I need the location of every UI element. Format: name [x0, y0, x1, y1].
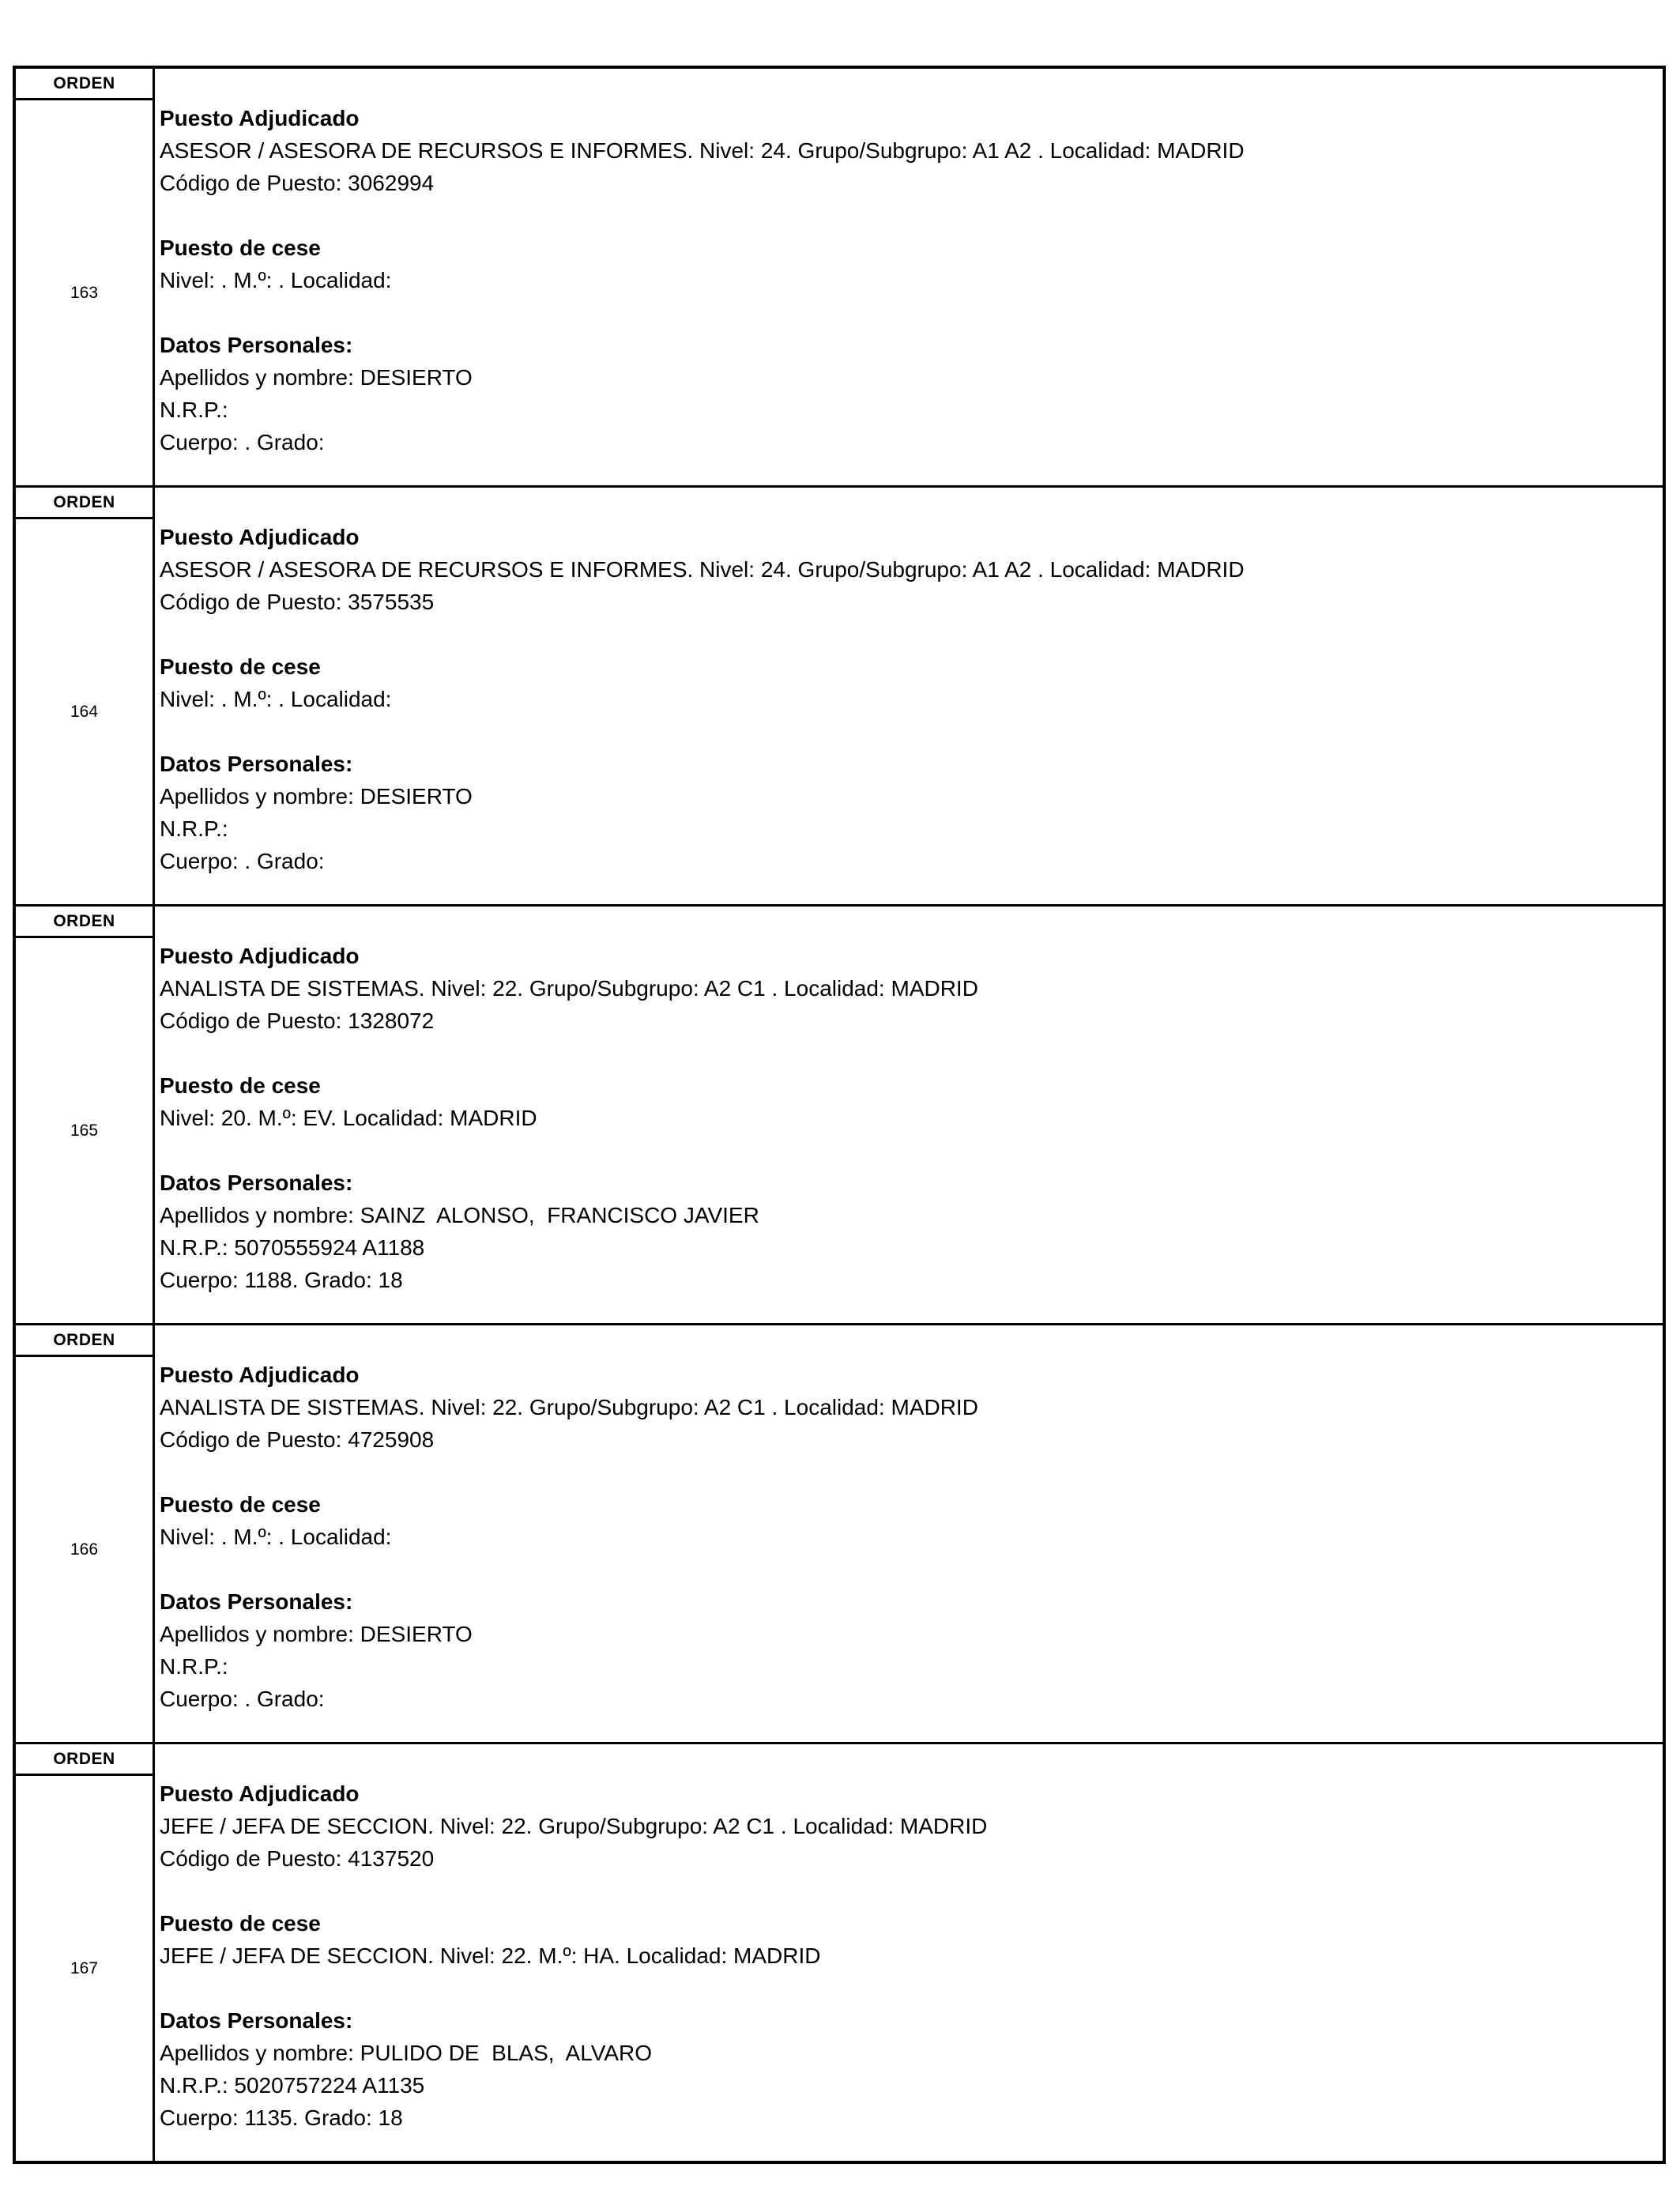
record-details: [155, 69, 1663, 485]
record-details: [155, 1325, 1663, 1742]
puesto-cese-text: Nivel: 20. M.º: EV. Localidad: MADRID: [160, 1106, 537, 1130]
cuerpo-grado: Cuerpo: 1135. Grado: 18: [160, 2105, 403, 2130]
puesto-cese-text: Nivel: . M.º: . Localidad:: [160, 268, 392, 292]
record-details: [155, 1744, 1663, 2161]
nrp: N.R.P.: 5020757224 A1135: [160, 2073, 425, 2098]
puesto-cese-heading: Puesto de cese: [160, 236, 321, 260]
nrp: N.R.P.:: [160, 398, 228, 422]
nrp: N.R.P.:: [160, 816, 228, 841]
puesto-adjudicado-text: ANALISTA DE SISTEMAS. Nivel: 22. Grupo/Subgrupo: A2 C1 . Localidad: MADRID: [160, 1395, 978, 1419]
puesto-adjudicado-heading: Puesto Adjudicado: [160, 1363, 360, 1387]
puesto-adjudicado-heading: Puesto Adjudicado: [160, 525, 360, 549]
cuerpo-grado: Cuerpo: . Grado:: [160, 1687, 325, 1711]
puesto-adjudicado-heading: Puesto Adjudicado: [160, 1781, 360, 1806]
puesto-adjudicado-text: ASESOR / ASESORA DE RECURSOS E INFORMES. Nivel: 24. Grupo/Subgrupo: A1 A2 . Localidad: MADRID: [160, 557, 1245, 582]
codigo-puesto: Código de Puesto: 3575535: [160, 590, 435, 614]
puesto-adjudicado-text: JEFE / JEFA DE SECCION. Nivel: 22. Grupo/Subgrupo: A2 C1 . Localidad: MADRID: [160, 1814, 988, 1838]
orden-number: 163: [70, 283, 99, 302]
puesto-cese-text: Nivel: . M.º: . Localidad:: [160, 1525, 392, 1549]
record-row: [16, 69, 1663, 485]
orden-column: [16, 1325, 155, 1742]
orden-column: [16, 907, 155, 1323]
apellidos-nombre: Apellidos y nombre: SAINZ ALONSO, FRANCISCO JAVIER: [160, 1203, 759, 1227]
nrp: N.R.P.: 5070555924 A1188: [160, 1235, 425, 1260]
orden-number: 166: [70, 1540, 99, 1559]
cuerpo-grado: Cuerpo: . Grado:: [160, 849, 325, 873]
orden-header: ORDEN: [16, 1744, 153, 1776]
nrp: N.R.P.:: [160, 1654, 228, 1679]
orden-header: ORDEN: [16, 69, 153, 100]
record-row: [16, 1742, 1663, 2161]
puesto-cese-heading: Puesto de cese: [160, 654, 321, 679]
orden-number: 164: [70, 702, 99, 721]
orden-number: 167: [70, 1958, 99, 1977]
orden-column: [16, 69, 155, 485]
codigo-puesto: Código de Puesto: 4137520: [160, 1846, 435, 1871]
orden-header: ORDEN: [16, 1325, 153, 1357]
puesto-cese-heading: Puesto de cese: [160, 1073, 321, 1098]
puesto-adjudicado-text: ANALISTA DE SISTEMAS. Nivel: 22. Grupo/Subgrupo: A2 C1 . Localidad: MADRID: [160, 976, 978, 1001]
orden-column: [16, 1744, 155, 2161]
orden-header: ORDEN: [16, 488, 153, 519]
apellidos-nombre: Apellidos y nombre: DESIERTO: [160, 784, 473, 809]
orden-column: [16, 488, 155, 904]
codigo-puesto: Código de Puesto: 1328072: [160, 1008, 435, 1033]
orden-header: ORDEN: [16, 907, 153, 938]
record-row: [16, 485, 1663, 904]
puesto-adjudicado-heading: Puesto Adjudicado: [160, 106, 360, 130]
apellidos-nombre: Apellidos y nombre: PULIDO DE BLAS, ALVARO: [160, 2041, 652, 2065]
datos-personales-heading: Datos Personales:: [160, 1171, 353, 1195]
puesto-cese-text: JEFE / JEFA DE SECCION. Nivel: 22. M.º: HA. Localidad: MADRID: [160, 1943, 821, 1968]
datos-personales-heading: Datos Personales:: [160, 752, 353, 776]
record-row: [16, 1323, 1663, 1742]
apellidos-nombre: Apellidos y nombre: DESIERTO: [160, 1622, 473, 1646]
puesto-cese-heading: Puesto de cese: [160, 1911, 321, 1936]
datos-personales-heading: Datos Personales:: [160, 333, 353, 357]
record-details: [155, 907, 1663, 1323]
datos-personales-heading: Datos Personales:: [160, 2008, 353, 2033]
puesto-cese-text: Nivel: . M.º: . Localidad:: [160, 687, 392, 711]
datos-personales-heading: Datos Personales:: [160, 1589, 353, 1614]
cuerpo-grado: Cuerpo: . Grado:: [160, 430, 325, 454]
cuerpo-grado: Cuerpo: 1188. Grado: 18: [160, 1268, 403, 1292]
codigo-puesto: Código de Puesto: 4725908: [160, 1427, 435, 1452]
record-row: [16, 904, 1663, 1323]
records-table: [13, 66, 1666, 2164]
record-details: [155, 488, 1663, 904]
codigo-puesto: Código de Puesto: 3062994: [160, 171, 435, 195]
puesto-adjudicado-text: ASESOR / ASESORA DE RECURSOS E INFORMES. Nivel: 24. Grupo/Subgrupo: A1 A2 . Localidad: MADRID: [160, 138, 1245, 163]
puesto-cese-heading: Puesto de cese: [160, 1492, 321, 1517]
orden-number: 165: [70, 1121, 99, 1140]
apellidos-nombre: Apellidos y nombre: DESIERTO: [160, 365, 473, 390]
puesto-adjudicado-heading: Puesto Adjudicado: [160, 944, 360, 968]
